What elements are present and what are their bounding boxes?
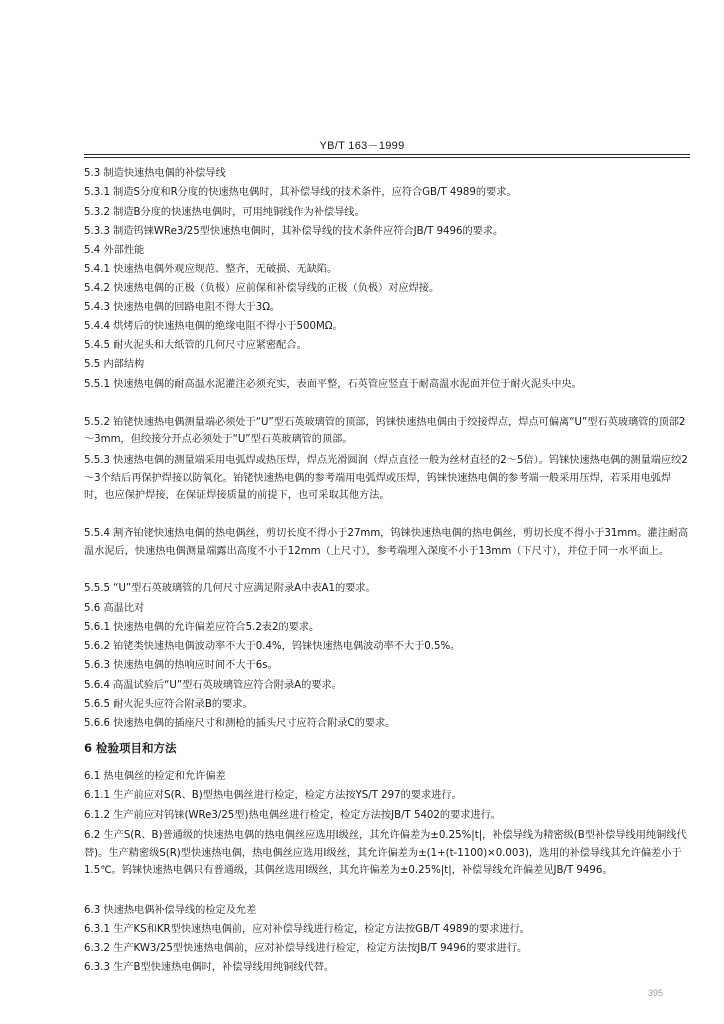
clause-5-5-3: 5.5.3 快速热电偶的测量端采用电弧焊或热压焊，焊点光滑圆润（焊点直径一般为丝材直径的2～5倍）。钨铼快速热电偶的测量端应绞2～3个结后再保护焊接以防氧化。铂铑快速热电偶的参考端用电弧焊或压焊，钨铼快速热电偶的参考端一般采用压焊，若采用电弧焊时，也应保护焊接，在保证焊接质量的前提下，也可采取其他方法。 — [84, 455, 688, 501]
clause-5-4-5: 5.4.5 耐火泥头和大纸管的几何尺寸应紧密配合。 — [84, 340, 307, 351]
page-number: 395 — [648, 988, 664, 998]
header-rule-bottom — [84, 157, 690, 158]
clause-6-3-3: 6.3.3 生产B型快速热电偶时，补偿导线用纯铜线代替。 — [84, 962, 335, 973]
clause-5-3-2: 5.3.2 制造B分度的快速热电偶时，可用纯铜线作为补偿导线。 — [84, 207, 365, 218]
section-5-5-heading: 5.5 内部结构 — [84, 359, 145, 370]
clause-5-4-3: 5.4.3 快速热电偶的回路电阻不得大于3Ω。 — [84, 302, 281, 313]
clause-5-6-6: 5.6.6 快速热电偶的插座尺寸和测枪的插头尺寸应符合附录C的要求。 — [84, 718, 396, 729]
page-header: YB/T 163－1999 — [319, 140, 405, 152]
clause-5-4-1: 5.4.1 快速热电偶外观应规范、整齐，无破损、无缺陷。 — [84, 264, 338, 275]
clause-5-6-3: 5.6.3 快速热电偶的热响应时间不大于6s。 — [84, 660, 278, 671]
clause-6-3-1: 6.3.1 生产KS和KR型快速热电偶前，应对补偿导线进行检定，检定方法按GB/T 4989的要求进行。 — [84, 924, 530, 935]
clause-6-2: 6.2 生产S(R、B)普通级的快速热电偶的热电偶丝应选用Ⅰ级丝，其允许偏差为±0.25%|t|，补偿导线为精密级(B型补偿导线用纯铜线代替)。生产精密级S(R)型快速热电偶，热电偶丝应选用Ⅰ级丝，其允许偏差为±(1+(t-1100)×0.003)，选用的补偿导线其允许偏差小于1.5℃。钨铼快速热电偶只有普通级，其偶丝选用Ⅰ级丝，其允许偏差为±0.25%|t|，补偿导线允许偏差见JB/T 9496。 — [84, 830, 687, 876]
clause-5-5-1: 5.5.1 快速热电偶的耐高温水泥灌注必须充实，表面平整，石英管应竖直于耐高温水泥面并位于耐火泥头中央。 — [84, 379, 582, 390]
clause-6-1-2: 6.1.2 生产前应对钨铼(WRe3/25型)热电偶丝进行检定，检定方法按JB/T 5402的要求进行。 — [84, 810, 502, 821]
clause-5-3-3: 5.3.3 制造钨铼WRe3/25型快速热电偶时，其补偿导线的技术条件应符合JB/T 9496的要求。 — [84, 226, 504, 237]
clause-5-6-1: 5.6.1 快速热电偶的允许偏差应符合5.2表2的要求。 — [84, 622, 320, 633]
clause-6-1-1: 6.1.1 生产前应对S(R、B)型热电偶丝进行检定，检定方法按YS/T 297的要求进行。 — [84, 790, 462, 801]
clause-5-5-4: 5.5.4 割齐铂铑快速热电偶的热电偶丝，剪切长度不得小于27mm，钨铼快速热电偶的热电偶丝，剪切长度不得小于31mm。灌注耐高温水泥后，快速热电偶测量端露出高度不小于12mm（上尺寸），参考端埋入深度不小于13mm（下尺寸），并位于同一水平面上。 — [84, 528, 689, 557]
clause-5-4-2: 5.4.2 快速热电偶的正极（负极）应前保和补偿导线的正极（负极）对应焊接。 — [84, 283, 440, 294]
clause-6-3-2: 6.3.2 生产KW3/25型快速热电偶前，应对补偿导线进行检定，检定方法按JB/T 9496的要求进行。 — [84, 943, 528, 954]
clause-5-3-1: 5.3.1 制造S分度和R分度的快速热电偶时，其补偿导线的技术条件，应符合GB/T 4989的要求。 — [84, 187, 517, 198]
clause-5-6-2: 5.6.2 铂铑类快速热电偶波动率不大于0.4%，钨铼快速热电偶波动率不大于0.5%。 — [84, 641, 461, 652]
clause-5-5-2: 5.5.2 铂铑快速热电偶测量端必须处于“U”型石英玻璃管的顶部，钨铼快速热电偶由于绞接焊点，焊点可偏离“U”型石英玻璃管的顶部2～3mm，但绞接分开点必须处于“U”型石英玻璃管的顶部。 — [84, 417, 686, 445]
section-5-6-heading: 5.6 高温比对 — [84, 603, 145, 614]
clause-5-4-4: 5.4.4 烘烤后的快速热电偶的绝缘电阻不得小于500MΩ。 — [84, 321, 343, 332]
section-6-1-heading: 6.1 热电偶丝的检定和允许偏差 — [84, 771, 226, 782]
clause-5-5-5: 5.5.5 “U”型石英玻璃管的几何尺寸应满足附录A中表A1的要求。 — [84, 583, 376, 594]
header-rule-top — [84, 154, 690, 155]
section-5-4-heading: 5.4 外部性能 — [84, 245, 145, 256]
clause-5-6-4: 5.6.4 高温试验后“U”型石英玻璃管应符合附录A的要求。 — [84, 680, 342, 691]
section-5-3-heading: 5.3 制造快速热电偶的补偿导线 — [84, 168, 226, 179]
section-6-3-heading: 6.3 快速热电偶补偿导线的检定及允差 — [84, 905, 257, 916]
clause-5-6-5: 5.6.5 耐火泥头应符合附录B的要求。 — [84, 699, 253, 710]
section-6-heading: 6 检验项目和方法 — [84, 741, 177, 755]
